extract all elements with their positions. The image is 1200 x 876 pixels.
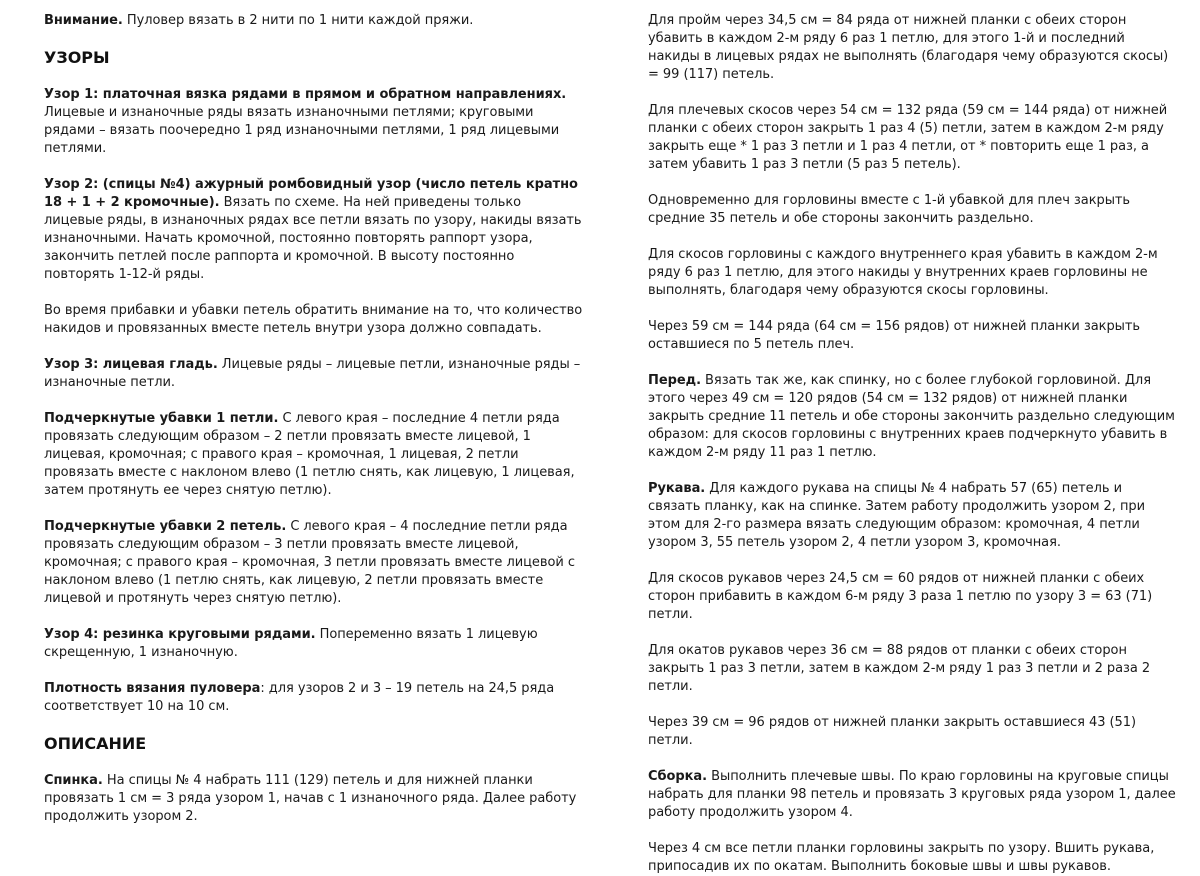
- intro-text: Пуловер вязать в 2 нити по 1 нити каждой пряжи.: [122, 13, 474, 28]
- sleeves-text: Для каждого рукава на спицы № 4 набрать 57 (65) петель и связать планку, как на спинке. Затем работу продолжить узором 2, при этом для 2-го размера вязать следующим образом: кромочная, 4 петли узором 3, 55 петель узором 2, 4 петли узором 3, кромочная.: [648, 481, 1145, 550]
- neck-bevel-paragraph: Для скосов горловины с каждого внутреннего края убавить в каждом 2-м ряду 6 раз 1 петлю, для этого накиды у внутренних краев горловины не выполнять, благодаря чему образуются скосы горловины.: [648, 247, 1158, 298]
- left-column: [44, 12, 584, 826]
- shoulders-paragraph: Для плечевых скосов через 54 см = 132 ряда (59 см = 144 ряда) от нижней планки с обеих сторон закрыть 1 раз 4 (5) петли, затем в каждом 2-м ряду закрыть еще * 1 раз 3 петли и 1 раз 4 петли, от * повторить еще 1 раз, а затем убавить 1 раз 3 петли (5 раз 5 петель).: [648, 103, 1168, 172]
- back-text: На спицы № 4 набрать 111 (129) петель и для нижней планки провязать 1 см = 3 ряда узором 1, начав с 1 изнаночного ряда. Далее работу продолжить узором 2.: [44, 773, 577, 824]
- assembly-paragraph: [648, 768, 1176, 822]
- front-text: Вязать так же, как спинку, но с более глубокой горловиной. Для этого через 49 см = 120 рядов (54 см = 132 рядов) от нижней планки закрыть средние 11 петель и обе стороны закончить раздельно следующим образом: для скосов горловины с внутренних краев подчеркнуто убавить в каждом 2-м ряду 11 раз 1 петлю.: [648, 373, 1175, 460]
- armholes-paragraph: Для пройм через 34,5 см = 84 ряда от нижней планки с обеих сторон убавить в каждом 2-м ряду 6 раз 1 петлю, для этого 1-й и последний накиды в лицевых рядах не выполнять (благодаря чему образуются скосы) = 99 (117) петель.: [648, 13, 1169, 82]
- decrease2-paragraph: [44, 518, 584, 608]
- sleeve-bevel-paragraph: Для скосов рукавов через 24,5 см = 60 рядов от нижней планки с обеих сторон прибавить в каждом 6-м ряду 3 раза 1 петлю по узору 3 = 63 (71) петли.: [648, 571, 1153, 622]
- assembly-text: Выполнить плечевые швы. По краю горловины на круговые спицы набрать для планки 98 петель и провязать 3 круговых ряда узором 1, далее работу продолжить узором 4.: [648, 769, 1176, 820]
- pattern1-text: Лицевые и изнаночные ряды вязать изнаночными петлями; круговыми рядами – вязать поочередно 1 ряд изнаночными петлями, 1 ряд лицевыми петлями.: [44, 105, 560, 156]
- neck-start-paragraph: Одновременно для горловины вместе с 1-й убавкой для плеч закрыть средние 35 петель и обе стороны закончить раздельно.: [648, 193, 1131, 226]
- decrease2-lead: Подчеркнутые убавки 2 петель.: [44, 519, 287, 534]
- intro-lead: Внимание.: [44, 13, 123, 28]
- density-text: : для узоров 2 и 3 – 19 петель на 24,5 ряда соответствует 10 на 10 см.: [44, 681, 555, 714]
- sleeve-end-paragraph: Через 39 см = 96 рядов от нижней планки закрыть оставшиеся 43 (51) петли.: [648, 715, 1136, 748]
- pattern4-paragraph: [44, 626, 584, 662]
- assembly-lead: Сборка.: [648, 769, 708, 784]
- pattern3-text: Лицевые ряды – лицевые петли, изнаночные ряды – изнаночные петли.: [44, 357, 581, 390]
- pattern2-lead: Узор 2: (спицы №4) ажурный ромбовидный узор (число петель кратно 18 + 1 + 2 кромочные).: [44, 177, 578, 210]
- remaining-paragraph: Через 59 см = 144 ряда (64 см = 156 рядов) от нижней планки закрыть оставшиеся по 5 петель плеч.: [648, 319, 1141, 352]
- sleeves-lead: Рукава.: [648, 481, 706, 496]
- back-lead: Спинка.: [44, 773, 103, 788]
- front-paragraph: [648, 372, 1176, 462]
- pattern1-lead: Узор 1: платочная вязка рядами в прямом и обратном направлениях.: [44, 87, 567, 102]
- back-paragraph: [44, 772, 584, 826]
- decrease2-text: С левого края – 4 последние петли ряда провязать следующим образом – 3 петли провязать вместе лицевой, кромочная; с правого края – кромочная, 3 петли провязать вместе лицевой с наклоном влево (1 петлю снять, как лицевую, 2 петли провязать вместе лицевой и протянуть через снятую петлю).: [44, 519, 575, 606]
- note-paragraph: Во время прибавки и убавки петель обратить внимание на то, что количество накидов и провязанных вместе петель внутри узора должно совпадать.: [44, 303, 583, 336]
- patterns-heading: УЗОРЫ: [44, 48, 110, 67]
- final-paragraph: Через 4 см все петли планки горловины закрыть по узору. Вшить рукава, припосадив их по окатам. Выполнить боковые швы и швы рукавов.: [648, 841, 1155, 874]
- pattern3-paragraph: [44, 356, 584, 392]
- intro-paragraph: [44, 12, 584, 30]
- density-paragraph: [44, 680, 584, 716]
- right-column: [648, 12, 1176, 876]
- pattern1-paragraph: [44, 86, 584, 158]
- sleeve-cap-paragraph: Для окатов рукавов через 36 см = 88 рядов от планки с обеих сторон закрыть 1 раз 3 петли, затем в каждом 2-м ряду 1 раз 3 петли и 2 раза 2 петли.: [648, 643, 1151, 694]
- decrease1-paragraph: [44, 410, 584, 500]
- description-heading: ОПИСАНИЕ: [44, 734, 147, 753]
- sleeves-paragraph: [648, 480, 1176, 552]
- decrease1-text: С левого края – последние 4 петли ряда провязать следующим образом – 2 петли провязать вместе лицевой, 1 лицевая, кромочная; с правого края – кромочная, 1 лицевая, 2 петли провязать вместе с наклоном влево (1 петлю снять, как лицевую, 1 лицевая, затем протянуть ее через снятую петлю).: [44, 411, 575, 498]
- front-lead: Перед.: [648, 373, 701, 388]
- pattern2-text: Вязать по схеме. На ней приведены только лицевые ряды, в изнаночных рядах все петли вязать по узору, накиды вязать изнаночными. Начать кромочной, постоянно повторять раппорт узора, закончить петлей после раппорта и кромочной. В высоту постоянно повторять 1-12-й ряды.: [44, 195, 582, 282]
- pattern4-text: Попеременно вязать 1 лицевую скрещенную, 1 изнаночную.: [44, 627, 538, 660]
- pattern4-lead: Узор 4: резинка круговыми рядами.: [44, 627, 316, 642]
- decrease1-lead: Подчеркнутые убавки 1 петли.: [44, 411, 279, 426]
- pattern3-lead: Узор 3: лицевая гладь.: [44, 357, 218, 372]
- density-lead: Плотность вязания пуловера: [44, 681, 261, 696]
- pattern2-paragraph: [44, 176, 584, 284]
